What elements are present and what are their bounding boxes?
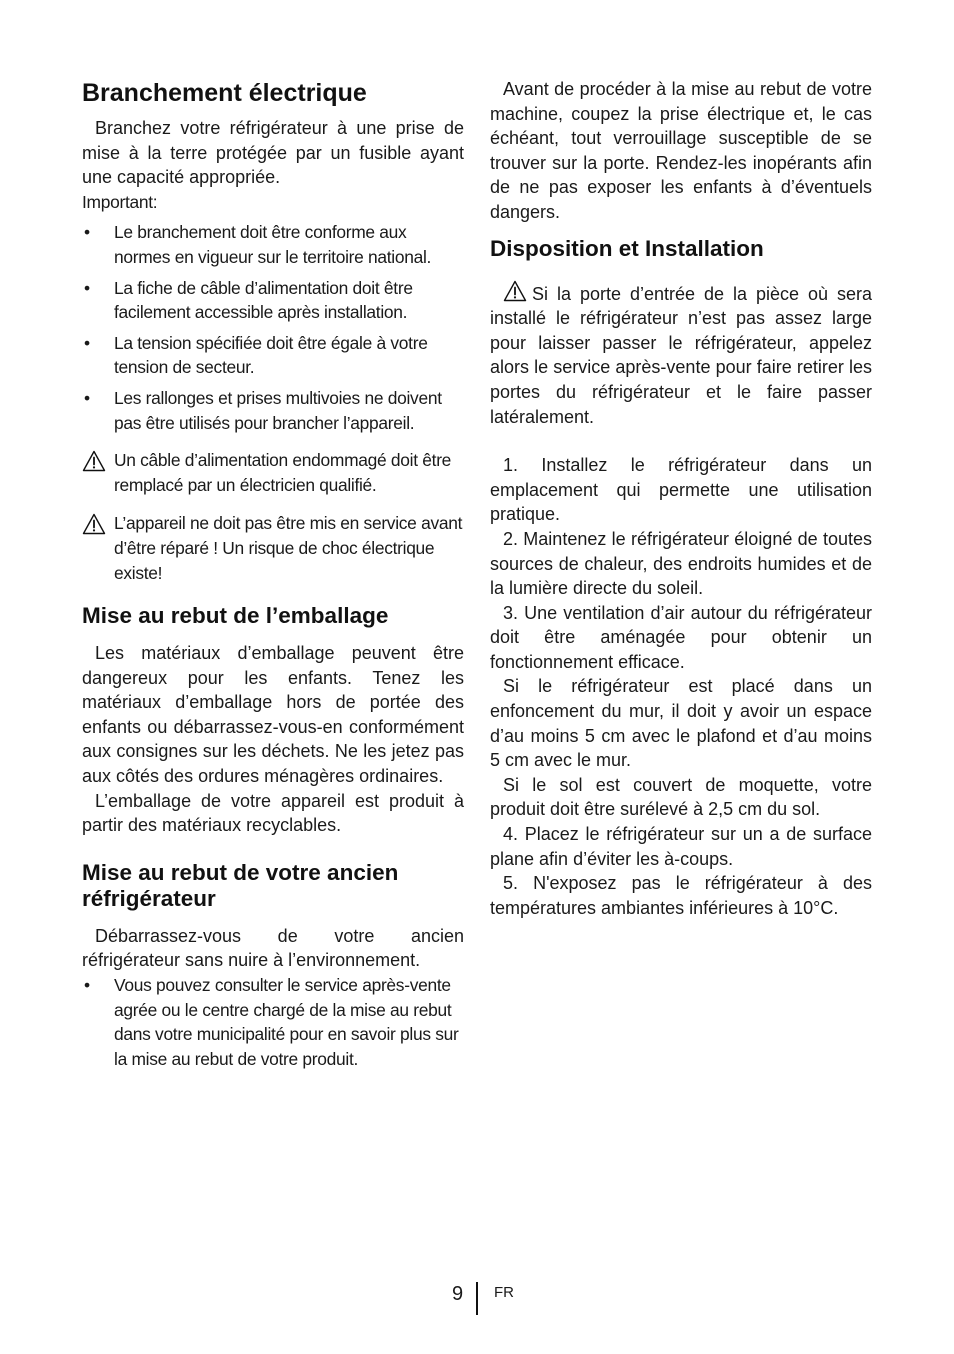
- warning-cable: Un câble d’alimentation endommagé doit être remplacé par un électricien qualifié.: [82, 448, 464, 497]
- installation-step: 4. Placez le réfrigérateur sur un a de surface plane afin d’éviter les à-coups.: [490, 824, 872, 869]
- rebut-machine-paragraph: Avant de procéder à la mise au rebut de votre machine, coupez la prise électrique et, le cas échéant, tout verrouillage susceptible de se trouver sur la porte. Rendez-les inopérants afin de ne pas exposer les enfants à d’éventuels dangers.: [490, 79, 872, 222]
- section-title-branchement: Branchement électrique: [82, 79, 367, 107]
- installation-step: 2. Maintenez le réfrigérateur éloigné de toutes sources de chaleur, des endroits humides et de la lumière directe du soleil.: [490, 528, 872, 599]
- bullet-icon: •: [84, 387, 90, 408]
- installation-steps: [490, 453, 872, 920]
- bullet-icon: •: [84, 277, 90, 298]
- installation-step: Si le sol est couvert de moquette, votre produit doit être surélevé à 2,5 cm du sol.: [490, 774, 872, 820]
- list-item: • Les rallonges et prises multivoies ne doivent pas être utilisés pour brancher l’appareil.: [84, 387, 442, 433]
- language-code: FR: [494, 1284, 514, 1301]
- emballage-paragraph: Les matériaux d’emballage peuvent être dangereux pour les enfants. Tenez les matériaux d’emballage hors de portée des enfants ou débarrassez-vous-en conformément aux consignes sur les déchets. Ne les jetez pas aux côtés des ordures ménagères ordinaires.: [82, 643, 464, 787]
- list-item: • La tension spécifiée doit être égale à votre tension de secteur.: [84, 332, 428, 378]
- list-item: • Vous pouvez consulter le service après-vente agrée ou le centre chargé de la mise au rebut dans votre municipalité pour en savoir plus sur la mise au rebut de votre produit.: [84, 975, 459, 1069]
- warning-icon: [82, 513, 106, 535]
- section-title-emballage: Mise au rebut de l’emballage: [82, 603, 389, 629]
- warning-repair: L’appareil ne doit pas être mis en service avant d’être réparé ! Un risque de choc électrique existe!: [82, 511, 464, 585]
- branchement-intro: Branchez votre réfrigérateur à une prise de mise à la terre protégée par un fusible ayant une capacité appropriée.: [82, 118, 464, 188]
- disposition-warning: Si la porte d’entrée de la pièce où sera installé le réfrigérateur n’est pas assez large pour laisser passer le réfrigérateur, appelez alors le service après-vente pour faire retirer les portes du réfrigérateur et le faire passer latéralement.: [490, 280, 872, 430]
- page-footer: [0, 1282, 954, 1316]
- bullet-icon: •: [84, 332, 90, 353]
- bullet-icon: •: [84, 975, 90, 996]
- list-item: • Le branchement doit être conforme aux normes en vigueur sur le territoire national.: [84, 222, 432, 267]
- installation-step: 5. N'exposez pas le réfrigérateur à des températures ambiantes inférieures à 10°C.: [490, 873, 872, 918]
- branchement-bullet-list: [82, 220, 464, 435]
- important-label: Important:: [82, 191, 158, 212]
- warning-icon: [503, 280, 527, 302]
- warning-icon: [82, 450, 106, 472]
- ancien-bullet-list: [82, 973, 464, 1071]
- bullet-icon: •: [84, 222, 90, 243]
- left-column: [82, 74, 464, 1071]
- section-title-disposition: Disposition et Installation: [490, 235, 764, 261]
- right-column: [490, 74, 872, 920]
- page-number: 9: [452, 1283, 464, 1305]
- list-item: • La fiche de câble d’alimentation doit être facilement accessible après installation.: [84, 277, 413, 323]
- ancien-paragraph: Débarrassez-vous de votre ancien réfrigérateur sans nuire à l’environnement.: [82, 925, 464, 971]
- installation-step: 3. Une ventilation d’air autour du réfrigérateur doit être aménagée pour obtenir un fonctionnement efficace.: [490, 602, 872, 672]
- footer-divider: [476, 1282, 478, 1315]
- section-title-ancien: Mise au rebut de votre ancien réfrigérateur: [82, 859, 399, 911]
- installation-step: Si le réfrigérateur est placé dans un enfoncement du mur, il doit y avoir un espace d’au moins 5 cm avec le plafond et d’au moins 5 cm avec le mur.: [490, 676, 872, 771]
- emballage-recycle-paragraph: L’emballage de votre appareil est produit à partir des matériaux recyclables.: [82, 790, 464, 836]
- installation-step: 1. Installez le réfrigérateur dans un emplacement qui permette une utilisation pratique.: [490, 455, 872, 525]
